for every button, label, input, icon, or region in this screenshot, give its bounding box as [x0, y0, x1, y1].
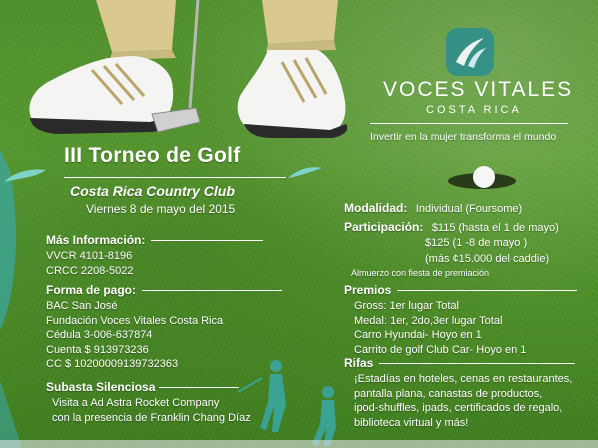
participation-note: Almuerzo con fiesta de premiación [351, 268, 490, 278]
brand-tagline: Invertir en la mujer transforma el mundo [370, 131, 557, 143]
prizes-header: Premios [344, 283, 392, 297]
raffles-divider [379, 363, 575, 364]
raffle-line: ¡Estadías en hoteles, cenas en restaurantes, [354, 373, 573, 385]
auction-line: Visita a Ad Astra Rocket Company [52, 397, 220, 409]
event-title: III Torneo de Golf [64, 144, 241, 167]
brand-name: VOCES VITALES [383, 78, 574, 101]
payment-line: Cédula 3-006-637874 [46, 329, 153, 341]
payment-line: Fundación Voces Vitales Costa Rica [46, 314, 224, 327]
payment-line: Cuenta $ 913973236 [46, 343, 149, 356]
auction-header: Subasta Silenciosa [46, 380, 156, 394]
modality-value: Individual (Foursome) [415, 203, 523, 215]
payment-line: BAC San José [46, 300, 118, 312]
participation-row [344, 218, 559, 236]
payment-line: CC $ 10200009139732363 [46, 358, 179, 370]
info-line: CRCC 2208-5022 [46, 264, 134, 277]
event-venue: Costa Rica Country Club [70, 183, 235, 199]
raffles-section [344, 356, 575, 430]
prizes-divider [397, 290, 577, 291]
title-divider [64, 177, 286, 178]
info-line: VVCR 4101-8196 [46, 250, 133, 262]
prize-line: Medal: 1er, 2do,3er lugar Total [354, 314, 503, 327]
auction-section [46, 380, 251, 425]
event-date: Viernes 8 de mayo del 2015 [86, 202, 236, 216]
info-header: Más Información: [46, 233, 146, 247]
modality-row [344, 199, 522, 217]
auction-divider [159, 387, 239, 388]
voces-vitales-logo-icon [444, 26, 496, 78]
participation-price-2: $125 (1 -8 de mayo ) [425, 237, 528, 249]
brand-divider [370, 123, 568, 124]
raffle-line: pantalla plana, canastas de productos, [354, 387, 543, 400]
raffle-line: biblioteca virtual y más! [354, 416, 469, 429]
info-divider [151, 240, 263, 241]
modality-label: Modalidad: [344, 201, 408, 215]
brand-country: COSTA RICA [426, 104, 522, 116]
participation-price-1: $115 (hasta el 1 de mayo) [431, 222, 559, 234]
participation-label: Participación: [344, 220, 424, 234]
prize-line: Carro Hyundai- Hoyo en 1 [354, 329, 482, 341]
prize-line: Gross: 1er lugar Total [354, 300, 459, 312]
payment-header: Forma de pago: [46, 283, 137, 297]
prize-line: Carrito de golf Club Car- Hoyo en 1 [354, 343, 527, 356]
prizes-section [344, 283, 577, 357]
payment-section [46, 283, 282, 372]
payment-divider [142, 290, 282, 291]
raffle-line: ipod-shuffles, ipads, certificados de regalo, [354, 402, 563, 414]
participation-caddie: (más ¢15.000 del caddie) [425, 253, 550, 265]
raffles-header: Rifas [344, 356, 374, 370]
info-section [46, 233, 263, 278]
auction-line: con la presencia de Franklin Chang Díaz [52, 411, 251, 424]
